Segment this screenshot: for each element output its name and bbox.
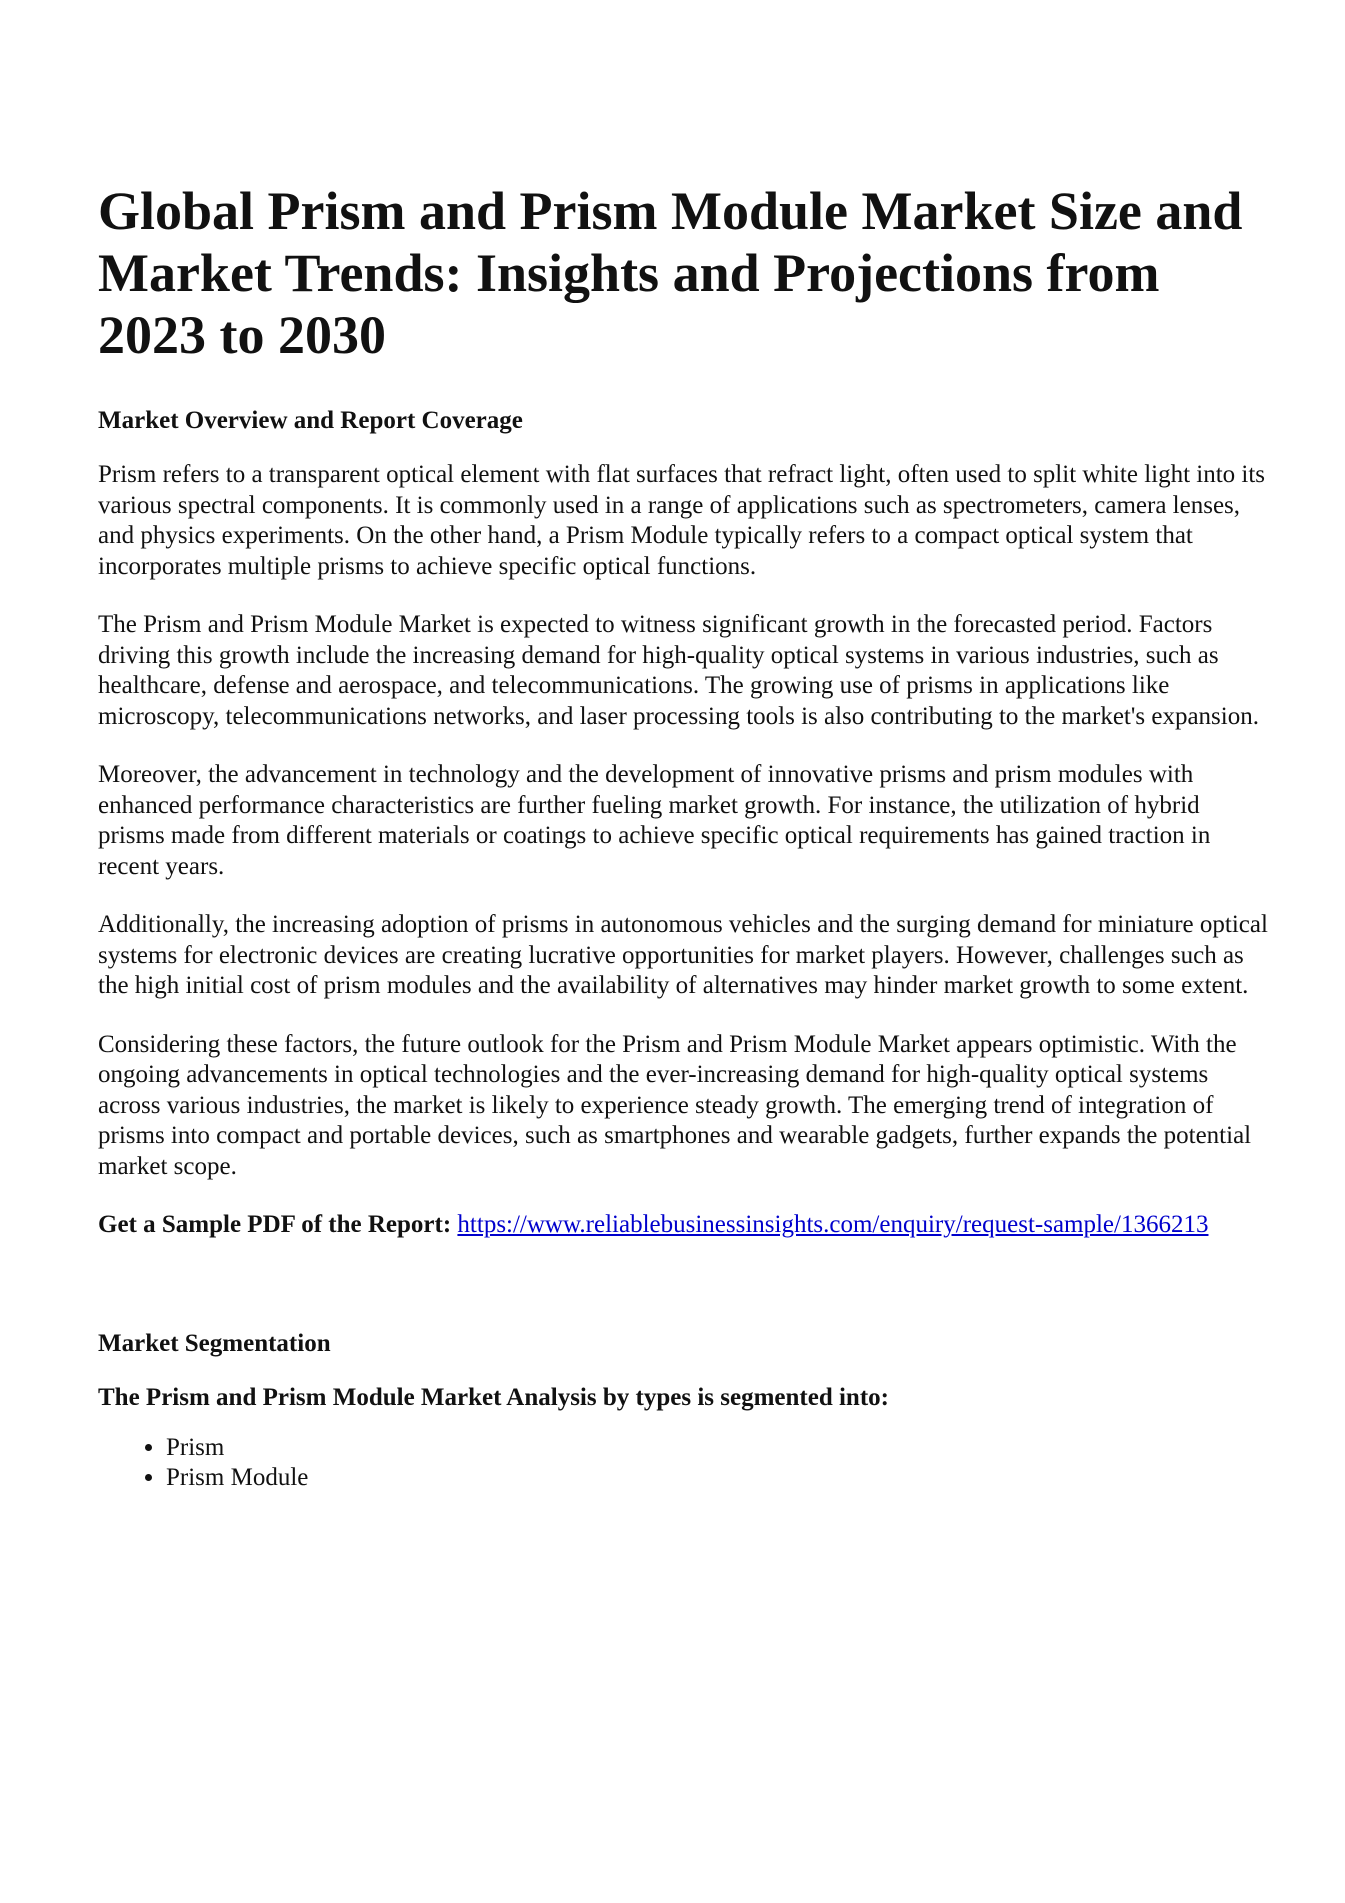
list-item: • Prism Module <box>166 1463 1268 1494</box>
paragraph-outlook: Considering these factors, the future outlook for the Prism and Prism Module Market appears optimistic. With the ongoing advancements in optical technologies and the ever-increasing demand for high-quality optical systems across various industries, the market is likely to experience steady growth. The emerging trend of integration of prisms into compact and portable devices, such as smartphones and wearable gadgets, further expands the potential market scope. <box>98 1030 1252 1180</box>
document-page <box>98 180 1268 1494</box>
segmentation-heading: Market Segmentation <box>98 1329 331 1357</box>
page-title: Global Prism and Prism Module Market Size and Market Trends: Insights and Projections from 2023 to 2030 <box>98 181 1243 365</box>
paragraph-opportunities: Additionally, the increasing adoption of prisms in autonomous vehicles and the surging demand for miniature optical systems for electronic devices are creating lucrative opportunities for market players. However, challenges such as the high initial cost of prism modules and the availability of alternatives may hinder market growth to some extent. <box>98 911 1268 999</box>
spacer <box>98 1269 1268 1329</box>
sample-pdf-link[interactable]: https://www.reliablebusinessinsights.com/enquiry/request-sample/1366213 <box>457 1211 1209 1238</box>
paragraph-market-growth: The Prism and Prism Module Market is expected to witness significant growth in the forecasted period. Factors driving this growth include the increasing demand for high-quality optical systems in various industries, such as healthcare, defense and aerospace, and telecommunications. The growing use of prisms in applications like microscopy, telecommunications networks, and laser processing tools is also contributing to the market's expansion. <box>98 611 1259 730</box>
overview-heading: Market Overview and Report Coverage <box>98 407 523 434</box>
types-heading: The Prism and Prism Module Market Analysis by types is segmented into: <box>98 1383 889 1411</box>
list-item: • Prism <box>166 1433 1268 1464</box>
paragraph-technology: Moreover, the advancement in technology and the development of innovative prisms and prism modules with enhanced performance characteristics are further fueling market growth. For instance, the utilization of hybrid prisms made from different materials or coatings to achieve specific optical requirements has gained traction in recent years. <box>98 761 1211 880</box>
types-list <box>98 1433 1268 1494</box>
sample-pdf-line <box>98 1210 1268 1241</box>
sample-pdf-label: Get a Sample PDF of the Report: <box>98 1211 452 1238</box>
paragraph-prism-definition: Prism refers to a transparent optical element with flat surfaces that refract light, often used to split white light into its various spectral components. It is commonly used in a range of applications such as spectrometers, camera lenses, and physics experiments. On the other hand, a Prism Module typically refers to a compact optical system that incorporates multiple prisms to achieve specific optical functions. <box>98 461 1266 580</box>
